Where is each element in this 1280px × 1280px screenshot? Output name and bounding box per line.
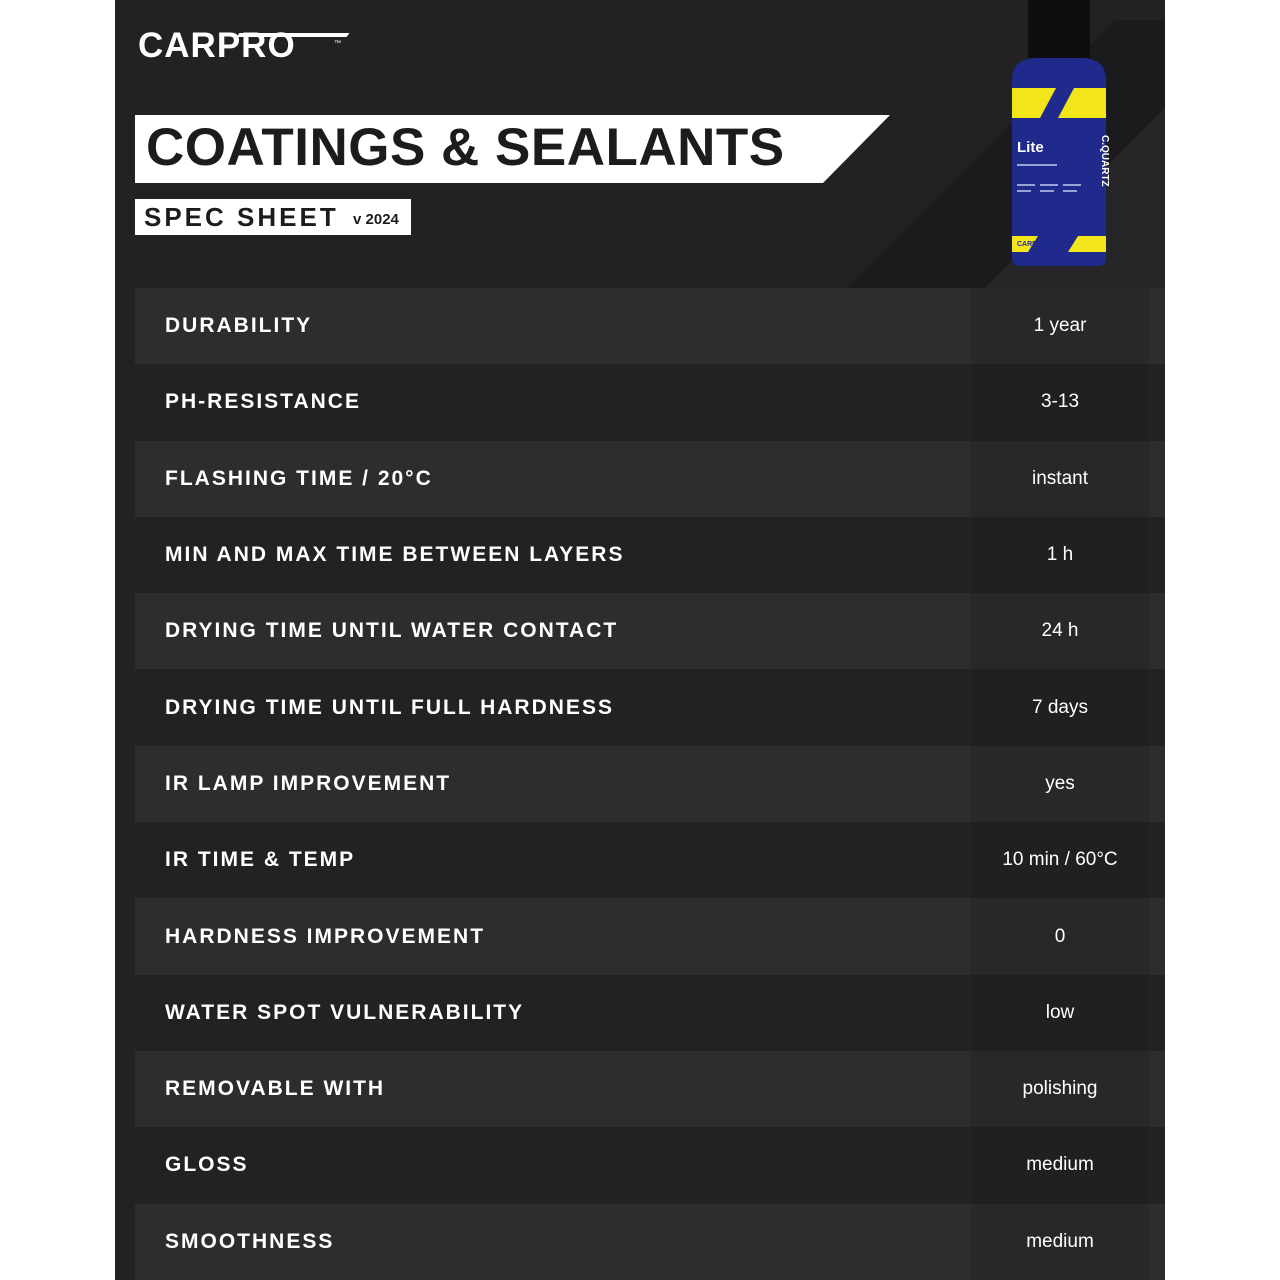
table-row — [135, 669, 1165, 745]
product-bottle-image — [998, 0, 1118, 272]
spec-value-cell — [971, 1051, 1149, 1127]
spec-value-cell — [971, 1127, 1149, 1203]
spec-value-cell — [971, 822, 1149, 898]
spec-value-cell — [971, 898, 1149, 974]
table-row — [135, 364, 1165, 440]
spec-value-cell — [971, 517, 1149, 593]
spec-value-cell — [971, 746, 1149, 822]
spec-value-cell — [971, 669, 1149, 745]
table-row — [135, 822, 1165, 898]
spec-value-cell — [971, 364, 1149, 440]
spec-label: DRYING TIME UNTIL WATER CONTACT — [165, 619, 619, 643]
spec-label: IR LAMP IMPROVEMENT — [165, 771, 452, 795]
spec-value-cell — [971, 1204, 1149, 1280]
svg-text:C.QUARTZ: C.QUARTZ — [1099, 135, 1110, 187]
table-row — [135, 441, 1165, 517]
spec-label: GLOSS — [165, 1153, 249, 1177]
table-row — [135, 898, 1165, 974]
spec-sheet — [115, 0, 1165, 1280]
table-row — [135, 1051, 1165, 1127]
version-label: v 2024 — [353, 211, 399, 228]
spec-label: HARDNESS IMPROVEMENT — [165, 924, 486, 948]
spec-value: 7 days — [1032, 696, 1088, 718]
spec-value: yes — [1045, 772, 1075, 794]
spec-label: DURABILITY — [165, 314, 313, 338]
svg-text:Lite: Lite — [1017, 139, 1044, 156]
table-row — [135, 517, 1165, 593]
carpro-logo — [138, 18, 358, 68]
title-banner — [135, 115, 890, 183]
spec-value: instant — [1032, 467, 1088, 489]
spec-value: polishing — [1022, 1078, 1098, 1100]
spec-label: PH-RESISTANCE — [165, 390, 361, 414]
table-row — [135, 1127, 1165, 1203]
spec-value-cell — [971, 441, 1149, 517]
spec-value: 3-13 — [1040, 391, 1080, 413]
spec-label: IR TIME & TEMP — [165, 848, 356, 872]
logo-text: CARPRO — [138, 26, 296, 65]
spec-value: 1 h — [1046, 544, 1074, 566]
spec-sheet-badge — [135, 199, 411, 235]
spec-label: DRYING TIME UNTIL FULL HARDNESS — [165, 695, 614, 719]
spec-label: MIN AND MAX TIME BETWEEN LAYERS — [165, 543, 625, 567]
spec-label: FLASHING TIME / 20°C — [165, 466, 433, 490]
table-row — [135, 975, 1165, 1051]
spec-value-cell — [971, 288, 1149, 364]
svg-text:CARPRO: CARPRO — [1017, 241, 1048, 248]
spec-label: REMOVABLE WITH — [165, 1077, 386, 1101]
spec-value: 1 year — [1033, 315, 1087, 337]
table-row — [135, 1204, 1165, 1280]
spec-table — [135, 288, 1165, 1280]
spec-value: low — [1045, 1001, 1075, 1023]
spec-value-cell — [971, 593, 1149, 669]
table-row — [135, 288, 1165, 364]
spec-value: 10 min / 60°C — [1002, 849, 1118, 871]
spec-value: 0 — [1054, 925, 1066, 947]
spec-label: WATER SPOT VULNERABILITY — [165, 1000, 525, 1024]
logo-trademark: ™ — [334, 40, 341, 47]
spec-value: 24 h — [1041, 620, 1079, 642]
spec-value-cell — [971, 975, 1149, 1051]
spec-label: SMOOTHNESS — [165, 1229, 335, 1253]
spec-value: medium — [1026, 1230, 1094, 1252]
spec-value: medium — [1026, 1154, 1094, 1176]
spec-sheet-label: SPEC SHEET — [144, 202, 339, 232]
table-row — [135, 746, 1165, 822]
table-row — [135, 593, 1165, 669]
page-title: COATINGS & SEALANTS — [146, 118, 785, 177]
